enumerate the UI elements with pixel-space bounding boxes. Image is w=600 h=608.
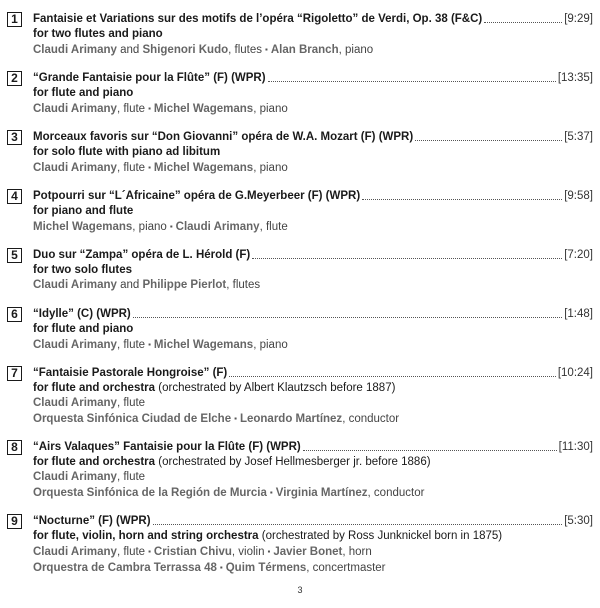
performers-line [33, 42, 593, 58]
performer-name: Claudi Arimany [33, 103, 117, 115]
dot-leader [133, 316, 562, 318]
track-number-box: 4 [7, 189, 22, 204]
scoring: for two solo flutes [33, 264, 133, 276]
performer-role: , concertmaster [306, 562, 386, 574]
scoring: for flute and piano [33, 87, 134, 99]
scoring-line [33, 204, 593, 219]
performer-role: , conductor [367, 487, 425, 499]
track-duration: [10:24] [557, 367, 593, 379]
scoring-line [33, 381, 593, 396]
title-line [33, 514, 593, 529]
separator-square-icon: ▪ [148, 163, 151, 172]
performer-name: Philippe Pierlot [142, 279, 227, 291]
track-5 [7, 248, 593, 293]
dot-leader [484, 21, 562, 23]
performer-name: Orquestra de Cambra Terrassa 48 [33, 562, 217, 574]
track-title: “Fantaisie Pastorale Hongroise” (F) [33, 367, 228, 379]
scoring: for solo flute with piano ad libitum [33, 146, 221, 158]
track-duration: [5:37] [564, 131, 593, 143]
track-7 [7, 366, 593, 427]
performer-role: , piano [253, 162, 288, 174]
performers-line [33, 101, 593, 117]
performer-name: Michel Wagemans [153, 162, 254, 174]
performers-line [33, 470, 593, 485]
track-number-box: 9 [7, 514, 22, 529]
title-line [33, 248, 593, 263]
track-duration: [1:48] [564, 308, 593, 320]
performer-role: , flute [116, 471, 146, 483]
scoring-line [33, 263, 593, 278]
dot-leader [415, 139, 562, 141]
track-title: Fantaisie et Variations sur des motifs de l’opéra “Rigoletto” de Verdi, Op. 38 (F&C) [33, 13, 483, 25]
track-details [33, 189, 593, 235]
performer-role: and [116, 44, 143, 56]
dot-leader [268, 80, 556, 82]
performer-name: Shigenori Kudo [142, 44, 229, 56]
title-line [33, 12, 593, 27]
performer-role: , piano [132, 221, 167, 233]
dot-leader [303, 449, 557, 451]
performer-name: Claudi Arimany [33, 162, 117, 174]
title-line [33, 366, 593, 381]
performer-name: Michel Wagemans [153, 103, 254, 115]
performers-line [33, 278, 593, 293]
track-number-box: 5 [7, 248, 22, 263]
performer-name: Claudi Arimany [33, 339, 117, 351]
track-duration: [11:30] [558, 441, 593, 453]
scoring-line [33, 86, 593, 101]
performer-role: , piano [253, 103, 288, 115]
track-details [33, 130, 593, 176]
performer-role: , flute [116, 397, 146, 409]
performer-name: Claudi Arimany [33, 471, 117, 483]
separator-square-icon: ▪ [219, 563, 223, 572]
performer-name: Virginia Martínez [275, 487, 368, 499]
track-number-box: 7 [7, 366, 22, 381]
performer-role: , flute [116, 546, 146, 558]
performers-line [33, 160, 593, 176]
track-duration: [5:30] [564, 515, 593, 527]
page-number: 3 [297, 585, 303, 595]
performer-name: Claudi Arimany [175, 221, 260, 233]
performer-role: and [116, 279, 143, 291]
performer-role: , flute [116, 103, 146, 115]
performers-line [33, 219, 593, 235]
scoring-line [33, 529, 593, 544]
performers-line [33, 560, 593, 576]
track-title: Duo sur “Zampa” opéra de L. Hérold (F) [33, 249, 251, 261]
performer-name: Quim Térmens [225, 562, 307, 574]
performers-line [33, 337, 593, 353]
separator-square-icon: ▪ [169, 222, 173, 231]
track-number-box: 1 [7, 12, 22, 27]
performer-role: , horn [342, 546, 372, 558]
track-number-box: 3 [7, 130, 22, 145]
performer-role: , piano [253, 339, 288, 351]
performers-line [33, 411, 593, 427]
track-details [33, 248, 593, 293]
separator-square-icon: ▪ [148, 104, 151, 113]
title-line [33, 130, 593, 145]
performer-name: Michel Wagemans [153, 339, 254, 351]
track-number-box: 8 [7, 440, 22, 455]
separator-square-icon: ▪ [267, 547, 271, 556]
performer-name: Orquesta Sinfónica de la Región de Murcia [33, 487, 267, 499]
title-line [33, 307, 593, 322]
dot-leader [362, 198, 562, 200]
separator-square-icon: ▪ [234, 414, 237, 423]
performer-role: , piano [338, 44, 374, 56]
dot-leader [252, 257, 562, 259]
track-title: “Idylle” (C) (WPR) [33, 308, 131, 320]
track-details [33, 71, 593, 117]
track-duration: [13:35] [557, 72, 593, 84]
track-4 [7, 189, 593, 235]
orchestration-note: (orchestrated by Albert Klautzsch before 1887) [155, 382, 396, 394]
scoring-line [33, 455, 593, 470]
dot-leader [229, 375, 556, 377]
scoring-line [33, 145, 593, 160]
performers-line [33, 485, 593, 501]
scoring: for two flutes and piano [33, 28, 163, 40]
track-duration: [9:29] [564, 13, 593, 25]
track-9 [7, 514, 593, 576]
track-title: “Grande Fantaisie pour la Flûte” (F) (WPR) [33, 72, 266, 84]
performer-name: Claudi Arimany [33, 397, 117, 409]
track-6 [7, 307, 593, 353]
scoring-line [33, 27, 593, 42]
track-details [33, 440, 593, 501]
track-3 [7, 130, 593, 176]
performer-name: Alan Branch [270, 44, 339, 56]
scoring: for flute and piano [33, 323, 134, 335]
separator-square-icon: ▪ [269, 488, 273, 497]
separator-square-icon: ▪ [148, 340, 151, 349]
performer-role: , flutes [226, 279, 261, 291]
performer-name: Claudi Arimany [33, 279, 117, 291]
performer-role: , conductor [342, 413, 400, 425]
performer-role: , flute [259, 221, 288, 233]
performer-role: , violin [231, 546, 265, 558]
title-line [33, 440, 593, 455]
track-duration: [7:20] [564, 249, 593, 261]
performer-name: Orquesta Sinfónica Ciudad de Elche [33, 413, 232, 425]
performer-name: Claudi Arimany [33, 44, 117, 56]
track-2 [7, 71, 593, 117]
performer-role: , flute [116, 339, 146, 351]
track-duration: [9:58] [564, 190, 593, 202]
separator-square-icon: ▪ [148, 547, 151, 556]
performer-name: Claudi Arimany [33, 546, 117, 558]
track-details [33, 366, 593, 427]
performer-role: , flute [116, 162, 146, 174]
scoring-line [33, 322, 593, 337]
performer-name: Javier Bonet [273, 546, 343, 558]
track-number-box: 2 [7, 71, 22, 86]
track-title: “Airs Valaques” Fantaisie pour la Flûte (F) (WPR) [33, 441, 301, 453]
performer-name: Leonardo Martínez [239, 413, 343, 425]
separator-square-icon: ▪ [265, 45, 268, 54]
track-details [33, 12, 593, 58]
track-details [33, 307, 593, 353]
track-title: Morceaux favoris sur “Don Giovanni” opéra de W.A. Mozart (F) (WPR) [33, 131, 414, 143]
performers-line [33, 396, 593, 411]
orchestration-note: (orchestrated by Ross Junknickel born in 1875) [258, 530, 503, 542]
performer-name: Cristian Chivu [153, 546, 232, 558]
scoring: for flute and orchestra [33, 382, 156, 394]
scoring: for piano and flute [33, 205, 134, 217]
track-8 [7, 440, 593, 501]
title-line [33, 71, 593, 86]
performer-name: Michel Wagemans [33, 221, 133, 233]
track-number-box: 6 [7, 307, 22, 322]
performers-line [33, 544, 593, 560]
dot-leader [153, 523, 563, 525]
track-1 [7, 12, 593, 58]
performer-role: , flutes [228, 44, 263, 56]
track-title: Potpourri sur “L´Africaine” opéra de G.Meyerbeer (F) (WPR) [33, 190, 361, 202]
track-title: “Nocturne” (F) (WPR) [33, 515, 151, 527]
orchestration-note: (orchestrated by Josef Hellmesberger jr. before 1886) [155, 456, 431, 468]
scoring: for flute and orchestra [33, 456, 156, 468]
scoring: for flute, violin, horn and string orchestra [33, 530, 259, 542]
title-line [33, 189, 593, 204]
track-details [33, 514, 593, 576]
